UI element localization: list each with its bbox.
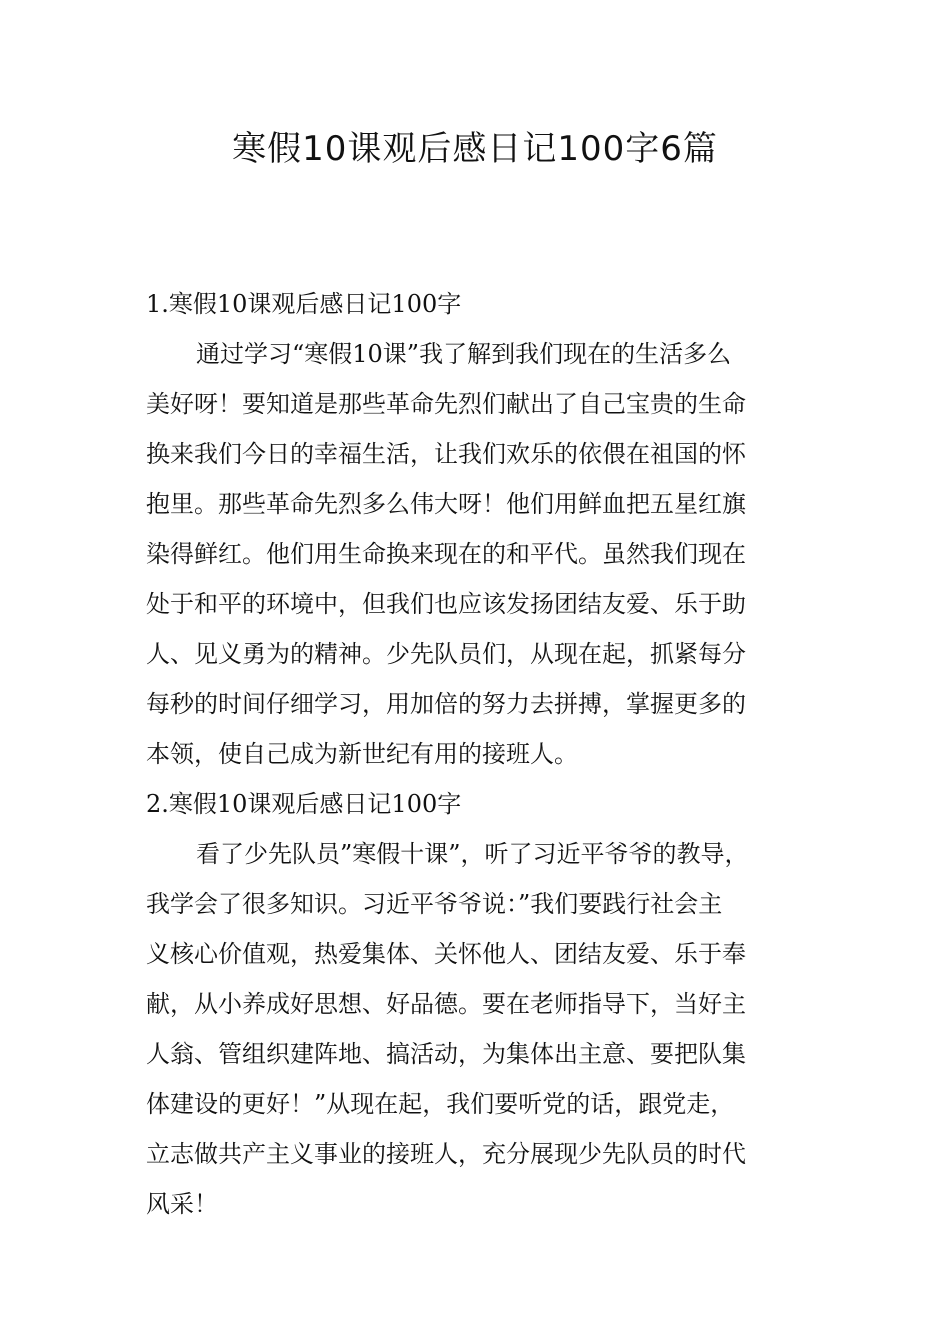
paragraph-line: 美好呀！要知道是那些革命先烈们献出了自己宝贵的生命 — [146, 390, 746, 418]
paragraph-line: 换来我们今日的幸福生活，让我们欢乐的依偎在祖国的怀 — [146, 440, 746, 468]
paragraph-line: 风采！ — [146, 1190, 218, 1218]
paragraph-line: 人、见义勇为的精神。少先队员们，从现在起，抓紧每分 — [146, 640, 746, 668]
section-2 — [146, 779, 818, 1229]
paragraph-line: 处于和平的环境中，但我们也应该发扬团结友爱、乐于助 — [146, 590, 746, 618]
paragraph-line: 我学会了很多知识。习近平爷爷说：”我们要践行社会主 — [146, 890, 723, 918]
paragraph-line: 献，从小养成好思想、好品德。要在老师指导下，当好主 — [146, 990, 746, 1018]
section-heading: 2.寒假10课观后感日记100字 — [146, 790, 462, 818]
section-heading: 1.寒假10课观后感日记100字 — [146, 290, 462, 318]
section-paragraph — [146, 829, 818, 1229]
paragraph-line: 抱里。那些革命先烈多么伟大呀！他们用鲜血把五星红旗 — [146, 490, 746, 518]
paragraph-line: 看了少先队员”寒假十课”，听了习近平爷爷的教导， — [196, 840, 749, 868]
paragraph-line: 立志做共产主义事业的接班人，充分展现少先队员的时代 — [146, 1140, 746, 1168]
document-body — [146, 279, 818, 1229]
paragraph-line: 体建设的更好！”从现在起，我们要听党的话，跟党走， — [146, 1090, 735, 1118]
section-paragraph — [146, 329, 818, 779]
paragraph-line: 通过学习“寒假10课”我了解到我们现在的生活多么 — [196, 340, 732, 368]
paragraph-line: 每秒的时间仔细学习，用加倍的努力去拼搏，掌握更多的 — [146, 690, 746, 718]
document-title: 寒假10课观后感日记100字6篇 — [232, 129, 718, 169]
paragraph-line: 染得鲜红。他们用生命换来现在的和平代。虽然我们现在 — [146, 540, 746, 568]
section-1 — [146, 279, 818, 779]
paragraph-line: 人翁、管组织建阵地、搞活动，为集体出主意、要把队集 — [146, 1040, 746, 1068]
paragraph-line: 本领，使自己成为新世纪有用的接班人。 — [146, 740, 578, 768]
paragraph-line: 义核心价值观，热爱集体、关怀他人、团结友爱、乐于奉 — [146, 940, 746, 968]
